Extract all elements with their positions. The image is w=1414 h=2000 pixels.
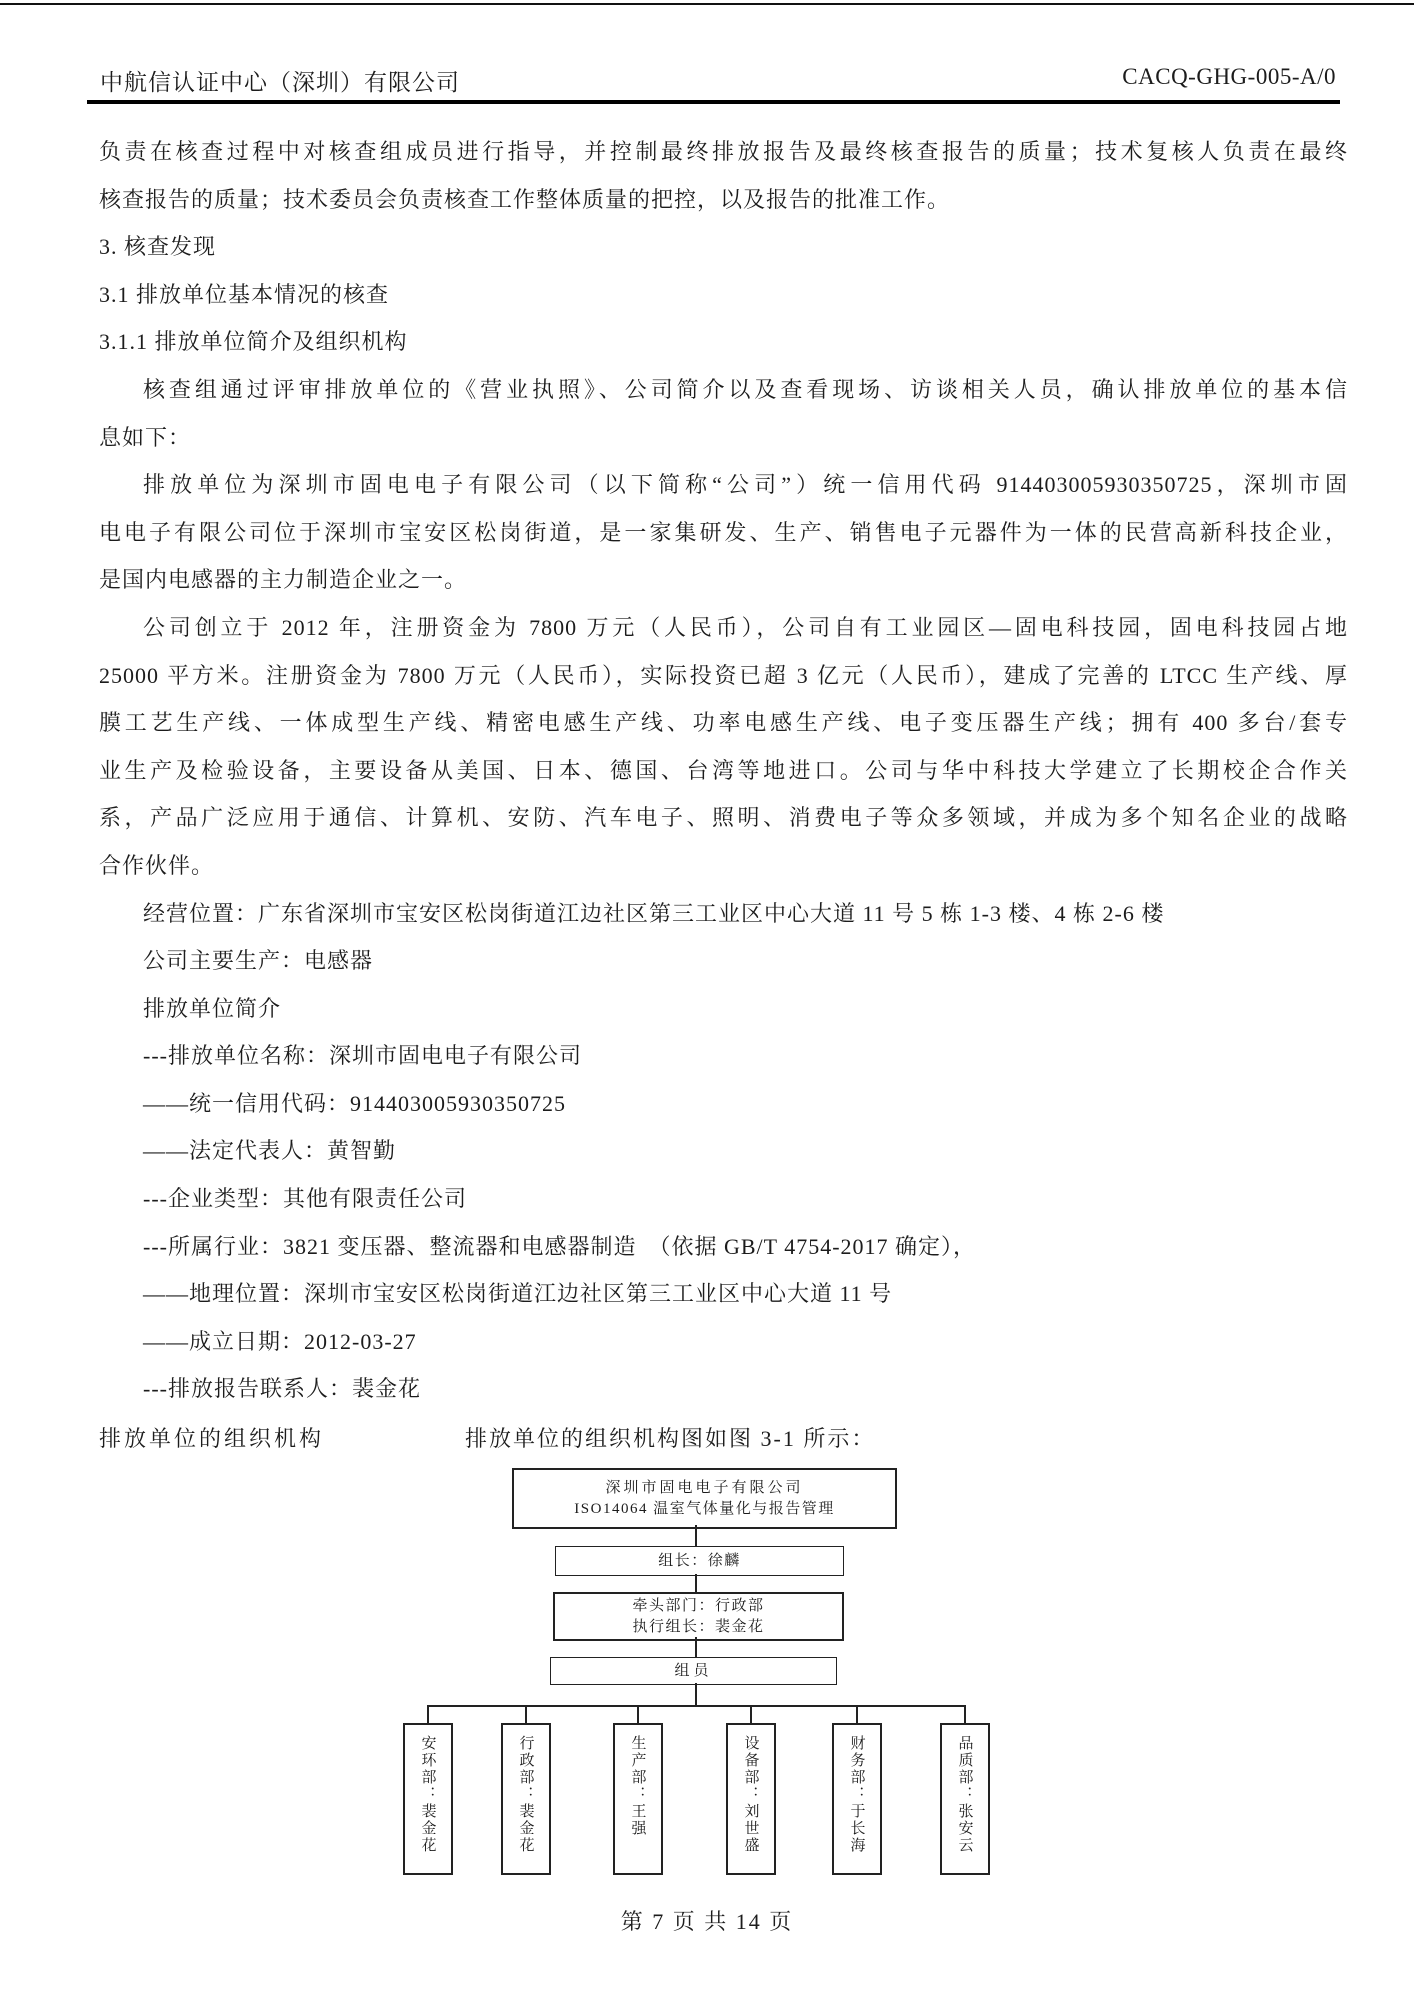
org-department-box: 财务部：于长海: [832, 1723, 882, 1875]
figure-reference-text: 排放单位的组织机构图如图 3-1 所示：: [465, 1426, 876, 1451]
org-lead-dept-box: [553, 1592, 844, 1641]
connector-line: [695, 1637, 697, 1658]
body-line: 3.1 排放单位基本情况的核查: [99, 281, 390, 307]
body-line: 经营位置：广东省深圳市宝安区松岗街道江边社区第三工业区中心大道 11 号 5 栋 1-3 楼、4 栋 2-6 楼: [143, 900, 1165, 926]
body-line: 合作伙伴。: [99, 852, 215, 878]
body-line: 负责在核查过程中对核查组成员进行指导，并控制最终排放报告及最终核查报告的质量；技术复核人负责在最终: [99, 139, 1348, 164]
figure-intro-row: [99, 1422, 1348, 1454]
body-line: 息如下：: [99, 424, 192, 450]
body-line: 系，产品广泛应用于通信、计算机、安防、汽车电子、照明、消费电子等众多领域，并成为多个知名企业的战略: [99, 805, 1348, 831]
page-top-rule: [0, 3, 1414, 5]
document-body: [99, 128, 1348, 1413]
connector-line: [695, 1683, 697, 1706]
body-line: ---排放单位名称：深圳市固电电子有限公司: [143, 1043, 582, 1069]
org-department-box: 设备部：刘世盛: [726, 1723, 776, 1875]
header-rule: [87, 100, 1340, 104]
connector-line: [750, 1706, 752, 1724]
body-line: ——统一信用代码：914403005930350725: [143, 1090, 567, 1116]
body-line: ——成立日期：2012-03-27: [143, 1328, 417, 1354]
connector-line: [427, 1706, 429, 1724]
body-line: 公司创立于 2012 年，注册资金为 7800 万元（人民币），公司自有工业园区—固电科技园，固电科技园占地: [143, 614, 1348, 640]
body-line: 3. 核查发现: [99, 234, 217, 260]
connector-line: [525, 1706, 527, 1724]
org-department-box: 行政部：裴金花: [501, 1723, 551, 1875]
body-line: ——法定代表人：黄智勤: [143, 1138, 397, 1164]
org-members-box: 组员: [550, 1657, 837, 1685]
body-line: 公司主要生产：电感器: [143, 948, 374, 974]
org-department-box: 生产部：王强: [613, 1723, 663, 1875]
body-line: ---排放报告联系人：裴金花: [143, 1376, 421, 1402]
body-line: ---企业类型：其他有限责任公司: [143, 1186, 467, 1212]
connector-line: [427, 1705, 966, 1707]
org-root-company: 深圳市固电电子有限公司: [605, 1479, 804, 1496]
org-leader-box: 组长：徐麟: [555, 1546, 844, 1576]
body-line: 25000 平方米。注册资金为 7800 万元（人民币），实际投资已超 3 亿元（人民币），建成了完善的 LTCC 生产线、厚: [99, 662, 1348, 688]
body-line: ——地理位置：深圳市宝安区松岗街道江边社区第三工业区中心大道 11 号: [143, 1281, 893, 1307]
body-line: 业生产及检验设备，主要设备从美国、日本、德国、台湾等地进口。公司与华中科技大学建立了长期校企合作关: [99, 757, 1348, 783]
org-lead-dept: 牵头部门：行政部: [632, 1597, 765, 1614]
connector-line: [695, 1525, 697, 1547]
org-exec-leader: 执行组长：裴金花: [632, 1618, 765, 1635]
org-department-box: 品质部：张安云: [940, 1723, 990, 1875]
org-structure-label: 排放单位的组织机构: [99, 1426, 325, 1451]
connector-line: [964, 1706, 966, 1724]
header-company-name: 中航信认证中心（深圳）有限公司: [100, 70, 460, 95]
body-line: 排放单位为深圳市固电电子有限公司（以下简称“公司”）统一信用代码 914403005930350725，深圳市固: [143, 472, 1348, 498]
org-department-box: 安环部：裴金花: [403, 1723, 453, 1875]
org-root-box: [512, 1468, 897, 1529]
body-line: 排放单位简介: [143, 995, 282, 1021]
body-line: 电电子有限公司位于深圳市宝安区松岗街道，是一家集研发、生产、销售电子元器件为一体的民营高新科技企业，: [99, 519, 1348, 545]
connector-line: [695, 1574, 697, 1593]
body-line: 膜工艺生产线、一体成型生产线、精密电感生产线、功率电感生产线、电子变压器生产线；拥有 400 多台/套专: [99, 710, 1348, 736]
body-line: 是国内电感器的主力制造企业之一。: [99, 567, 468, 593]
body-line: 3.1.1 排放单位简介及组织机构: [99, 329, 408, 355]
connector-line: [856, 1706, 858, 1724]
body-line: 核查组通过评审排放单位的《营业执照》、公司简介以及查看现场、访谈相关人员，确认排放单位的基本信: [143, 376, 1348, 402]
connector-line: [637, 1706, 639, 1724]
body-line: 核查报告的质量；技术委员会负责核查工作整体质量的把控，以及报告的批准工作。: [99, 186, 951, 212]
header-doc-code: CACQ-GHG-005-A/0: [1122, 64, 1336, 89]
body-line: ---所属行业：3821 变压器、整流器和电感器制造 （依据 GB/T 4754-2017 确定），: [143, 1233, 977, 1259]
page-number-footer: 第 7 页 共 14 页: [620, 1909, 794, 1934]
org-root-subtitle: ISO14064 温室气体量化与报告管理: [574, 1500, 835, 1517]
